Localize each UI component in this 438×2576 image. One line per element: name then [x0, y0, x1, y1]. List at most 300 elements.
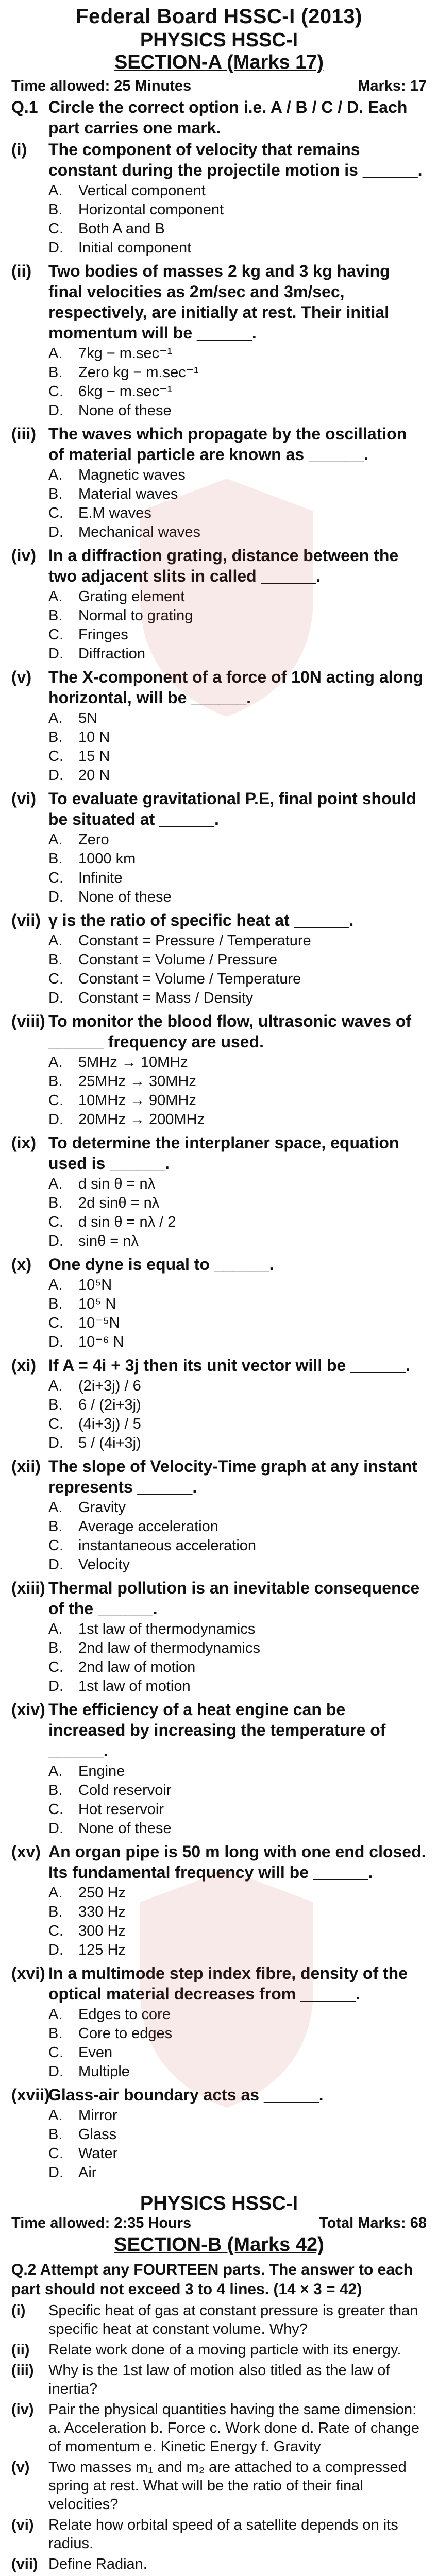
option-letter: C. [48, 2044, 63, 2061]
option-letter: A. [48, 710, 63, 726]
short-question-list [11, 2301, 427, 2576]
option-text: Velocity [78, 1556, 130, 1573]
option-text: Both A and B [78, 221, 165, 237]
answer-option [48, 951, 427, 970]
answer-option [48, 970, 427, 989]
option-text: 5N [78, 710, 98, 726]
option-letter: B. [48, 486, 63, 502]
question-text: To monitor the blood flow, ultrasonic waves of ______ frequency are used. [48, 1012, 412, 1051]
question-number: (xvi) [11, 1964, 45, 1982]
page-title: Federal Board HSSC-I (2013) [76, 5, 362, 28]
mcq-question [11, 1254, 427, 1275]
option-letter: A. [48, 2006, 63, 2023]
question-number: (vi) [11, 789, 36, 808]
answer-option [48, 1639, 427, 1658]
option-text: 10⁵ N [78, 1296, 116, 1312]
answer-option [48, 363, 427, 382]
question-text: The slope of Velocity-Time graph at any instant represents ______. [48, 1457, 417, 1496]
answer-option [48, 344, 427, 363]
option-list [48, 344, 427, 420]
question-number: (vii) [11, 2556, 38, 2572]
mcq-question [11, 1578, 427, 1619]
option-text: 25MHz → 30MHz [78, 1073, 196, 1090]
option-text: 2nd law of thermodynamics [78, 1640, 260, 1656]
option-letter: D. [48, 767, 63, 784]
question-number: (i) [11, 140, 27, 159]
answer-option [48, 2144, 427, 2163]
section-b-title: SECTION-B (Marks 42) [114, 2234, 324, 2256]
answer-option [48, 1415, 427, 1434]
question-text: The waves which propagate by the oscillation of material particle are known as ______. [48, 425, 407, 464]
option-list [48, 1884, 427, 1960]
option-letter: A. [48, 467, 63, 483]
mcq-question [11, 1132, 427, 1174]
section-a-meta [11, 78, 427, 95]
option-letter: D. [48, 1678, 63, 1694]
question-text: In a multimode step index fibre, density of the optical material decreases from ______. [48, 1964, 408, 2003]
question-text: One dyne is equal to ______. [48, 1255, 274, 1274]
option-text: Grating element [78, 588, 185, 605]
answer-option [48, 869, 427, 888]
mcq-question [11, 545, 427, 586]
option-text: Material waves [78, 486, 178, 502]
mcq-list [11, 139, 427, 2182]
answer-option [48, 382, 427, 401]
question-number: (xvii) [11, 2086, 50, 2104]
option-letter: B. [48, 2025, 63, 2042]
question-text: Define Radian. [48, 2556, 147, 2572]
option-letter: C. [48, 870, 63, 886]
question-number: (x) [11, 1255, 32, 1274]
short-question [11, 2516, 427, 2553]
mcq-question [11, 1841, 427, 1883]
option-text: d sin θ = nλ / 2 [78, 1214, 176, 1230]
option-letter: C. [48, 626, 63, 643]
mcq-intro [11, 97, 427, 138]
section-b-meta [11, 2215, 427, 2232]
option-text: Even [78, 2044, 113, 2061]
option-text: Mechanical waves [78, 524, 200, 540]
option-text: Constant = Volume / Pressure [78, 952, 278, 968]
question-text: The efficiency of a heat engine can be increased by increasing the temperature of ______. [48, 1700, 386, 1760]
mcq-question [11, 667, 427, 708]
option-text: Vertical component [78, 182, 206, 199]
option-text: Glass [78, 2126, 117, 2143]
option-letter: D. [48, 1942, 63, 1958]
question-text: An organ pipe is 50 m long with one end closed. Its fundamental frequency will be ______. [48, 1842, 426, 1882]
answer-option [48, 888, 427, 907]
answer-option [48, 485, 427, 504]
option-letter: D. [48, 402, 63, 419]
option-text: None of these [78, 1820, 172, 1837]
section-a-title: SECTION-A (Marks 17) [114, 52, 324, 73]
question-text: To determine the interplaner space, equation used is ______. [48, 1133, 399, 1173]
option-text: (4i+3j) / 5 [78, 1416, 141, 1432]
question-text: Specific heat of gas at constant pressure is greater than specific heat at constant volume. Why? [48, 2302, 418, 2337]
answer-option [48, 2125, 427, 2144]
option-text: Constant = Pressure / Temperature [78, 933, 311, 949]
option-letter: D. [48, 240, 63, 256]
option-letter: C. [48, 1416, 63, 1432]
question-number: (v) [11, 668, 32, 686]
answer-option [48, 523, 427, 542]
answer-option [48, 239, 427, 258]
answer-option [48, 1555, 427, 1574]
option-text: Cold reservoir [78, 1782, 172, 1799]
option-letter: A. [48, 1499, 63, 1516]
option-text: sinθ = nλ [78, 1233, 139, 1249]
option-text: Horizontal component [78, 201, 224, 218]
question-text: The X-component of a force of 10N acting along horizontal, will be ______. [48, 668, 424, 707]
answer-option [48, 2062, 427, 2081]
time-allowed: Time allowed: 25 Minutes [11, 78, 192, 94]
answer-option [48, 587, 427, 606]
option-text: 10 N [78, 729, 110, 745]
option-text: Water [78, 2145, 118, 2162]
question-text: Thermal pollution is an inevitable consequence of the ______. [48, 1579, 420, 1618]
question-text: Relate how orbital speed of a satellite depends on its radius. [48, 2517, 398, 2552]
option-letter: D. [48, 889, 63, 905]
option-text: Hot reservoir [78, 1801, 164, 1818]
time-allowed: Time allowed: 2:35 Hours [11, 2215, 192, 2231]
answer-option [48, 1884, 427, 1903]
option-letter: D. [48, 2063, 63, 2080]
option-list [48, 709, 427, 785]
answer-option [48, 1232, 427, 1251]
answer-option [48, 2005, 427, 2024]
option-list [48, 2106, 427, 2182]
answer-option [48, 1903, 427, 1922]
question-number: (ii) [11, 262, 32, 280]
option-letter: A. [48, 1621, 63, 1637]
answer-option [48, 401, 427, 420]
question-number: (viii) [11, 1012, 45, 1030]
option-list [48, 1175, 427, 1251]
question-number: (v) [11, 2459, 30, 2476]
option-text: Engine [78, 1763, 125, 1780]
short-question [11, 2361, 427, 2398]
option-letter: A. [48, 588, 63, 605]
option-text: Average acceleration [78, 1518, 218, 1535]
option-letter: B. [48, 364, 63, 381]
option-letter: C. [48, 221, 63, 237]
question-number: (i) [11, 2302, 26, 2319]
option-letter: C. [48, 1315, 63, 1331]
option-letter: D. [48, 524, 63, 540]
answer-option [48, 2024, 427, 2043]
answer-option [48, 606, 427, 625]
option-text: Diffraction [78, 646, 146, 662]
option-text: Infinite [78, 870, 123, 886]
mcq-question [11, 1355, 427, 1376]
answer-option [48, 1194, 427, 1213]
option-letter: A. [48, 832, 63, 848]
option-letter: C. [48, 971, 63, 987]
option-letter: D. [48, 1435, 63, 1451]
option-list [48, 1620, 427, 1696]
answer-option [48, 2043, 427, 2062]
answer-option [48, 1110, 427, 1129]
answer-option [48, 1498, 427, 1517]
answer-option [48, 625, 427, 645]
option-letter: B. [48, 729, 63, 745]
question-number: (vi) [11, 2517, 34, 2533]
option-letter: B. [48, 952, 63, 968]
option-letter: B. [48, 1904, 63, 1920]
option-text: 300 Hz [78, 1923, 126, 1939]
option-text: Edges to core [78, 2006, 171, 2023]
question-text: γ is the ratio of specific heat at ______. [48, 911, 354, 929]
answer-option [48, 1517, 427, 1536]
mcq-question [11, 2084, 427, 2105]
option-text: Zero kg − m.sec⁻¹ [78, 364, 199, 381]
option-letter: A. [48, 1277, 63, 1293]
question-text: Glass-air boundary acts as ______. [48, 2086, 324, 2104]
option-letter: C. [48, 1092, 63, 1109]
option-text: 250 Hz [78, 1885, 126, 1901]
option-text: 6 / (2i+3j) [78, 1397, 141, 1413]
answer-option [48, 728, 427, 747]
option-text: Mirror [78, 2107, 117, 2124]
answer-option [48, 1314, 427, 1333]
answer-option [48, 1677, 427, 1696]
option-text: Magnetic waves [78, 467, 186, 483]
option-letter: C. [48, 1801, 63, 1818]
answer-option [48, 200, 427, 219]
answer-option [48, 1377, 427, 1396]
answer-option [48, 181, 427, 200]
question-number: Q.1 [11, 98, 38, 116]
option-text: Multiple [78, 2063, 130, 2080]
option-letter: D. [48, 2164, 63, 2181]
option-letter: A. [48, 1054, 63, 1071]
answer-option [48, 1053, 427, 1072]
option-letter: B. [48, 201, 63, 218]
question-number: (ii) [11, 2342, 30, 2358]
option-list [48, 1762, 427, 1838]
mcq-question [11, 261, 427, 343]
question-number: (ix) [11, 1133, 36, 1152]
option-letter: A. [48, 2107, 63, 2124]
option-text: Zero [78, 832, 109, 848]
option-text: 10⁻⁶ N [78, 1334, 124, 1350]
option-list [48, 1377, 427, 1453]
option-letter: A. [48, 1176, 63, 1192]
option-text: 10MHz → 90MHz [78, 1092, 196, 1109]
option-text: 6kg − m.sec⁻¹ [78, 383, 173, 400]
option-text: Constant = Volume / Temperature [78, 971, 301, 987]
short-question [11, 2458, 427, 2514]
mcq-question [11, 139, 427, 180]
question-number: (iii) [11, 425, 36, 443]
option-list [48, 1498, 427, 1574]
answer-option [48, 1213, 427, 1232]
mcq-question [11, 788, 427, 829]
question-number: (xv) [11, 1842, 41, 1861]
question-text: In a diffraction grating, distance between the two adjacent slits in called ______. [48, 546, 399, 585]
option-text: Gravity [78, 1499, 126, 1516]
mcq-question [11, 423, 427, 465]
option-text: E.M waves [78, 505, 151, 521]
option-letter: A. [48, 1378, 63, 1394]
option-letter: C. [48, 1537, 63, 1554]
option-text: None of these [78, 889, 172, 905]
answer-option [48, 1762, 427, 1781]
answer-option [48, 1781, 427, 1800]
option-text: d sin θ = nλ [78, 1176, 156, 1192]
option-letter: C. [48, 1923, 63, 1939]
option-letter: B. [48, 1195, 63, 1211]
option-text: 10⁻⁵N [78, 1315, 120, 1331]
option-text: None of these [78, 402, 172, 419]
option-letter: D. [48, 1233, 63, 1249]
short-question [11, 2301, 427, 2338]
mcq-question [11, 1699, 427, 1761]
option-list [48, 931, 427, 1008]
option-text: 10⁵N [78, 1277, 112, 1293]
question-text: Relate work done of a moving particle with its energy. [48, 2342, 401, 2358]
option-letter: D. [48, 990, 63, 1006]
total-marks: Total Marks: 68 [319, 2215, 427, 2231]
option-text: 20MHz → 200MHz [78, 1111, 205, 1128]
question-number: (xii) [11, 1457, 41, 1476]
question-text: Two bodies of masses 2 kg and 3 kg having final velocities as 2m/sec and 3m/sec, respectively, are initially at rest. Their initial momentum will be ______. [48, 262, 390, 342]
option-letter: A. [48, 933, 63, 949]
question-text: Why is the 1st law of motion also titled as the law of inertia? [48, 2362, 390, 2397]
option-text: Constant = Mass / Density [78, 990, 254, 1006]
mcq-question [11, 1456, 427, 1497]
question-text: If A = 4i + 3j then its unit vector will be ______. [48, 1356, 410, 1375]
question-number: (vii) [11, 911, 41, 929]
question-number: (iv) [11, 546, 36, 565]
answer-option [48, 766, 427, 785]
option-letter: B. [48, 1296, 63, 1312]
option-letter: B. [48, 851, 63, 867]
option-letter: A. [48, 345, 63, 362]
answer-option [48, 2106, 427, 2125]
option-letter: D. [48, 1820, 63, 1837]
option-text: 7kg − m.sec⁻¹ [78, 345, 173, 362]
option-text: Core to edges [78, 2025, 173, 2042]
option-letter: A. [48, 1885, 63, 1901]
option-letter: A. [48, 182, 63, 199]
option-text: Normal to grating [78, 607, 193, 624]
option-letter: C. [48, 1659, 63, 1675]
option-letter: B. [48, 1397, 63, 1413]
option-text: (2i+3j) / 6 [78, 1378, 141, 1394]
option-list [48, 1276, 427, 1352]
question-number: (xi) [11, 1356, 36, 1375]
answer-option [48, 850, 427, 869]
answer-option [48, 1922, 427, 1941]
answer-option [48, 1276, 427, 1295]
option-letter: C. [48, 2145, 63, 2162]
option-letter: B. [48, 1640, 63, 1656]
answer-option [48, 1175, 427, 1194]
option-letter: D. [48, 1111, 63, 1128]
option-text: 2d sinθ = nλ [78, 1195, 160, 1211]
option-letter: B. [48, 1518, 63, 1535]
section-b-subtitle: PHYSICS HSSC-I [140, 2193, 298, 2214]
question-number: (iv) [11, 2401, 34, 2418]
answer-option [48, 645, 427, 664]
option-letter: D. [48, 1334, 63, 1350]
option-text: 330 Hz [78, 1904, 126, 1920]
answer-option [48, 831, 427, 850]
mcq-question [11, 910, 427, 930]
question-number: (xiv) [11, 1700, 45, 1719]
option-text: 125 Hz [78, 1942, 126, 1958]
option-text: 15 N [78, 748, 110, 765]
answer-option [48, 709, 427, 728]
option-letter: D. [48, 1556, 63, 1573]
option-text: Air [78, 2164, 97, 2181]
option-text: 5 / (4i+3j) [78, 1435, 141, 1451]
section-b-instructions: Q.2 Attempt any FOURTEEN parts. The answer to each part should not exceed 3 to 4 lines. (14 × 3 = 42) [11, 2261, 413, 2298]
mcq-question [11, 1011, 427, 1052]
option-letter: B. [48, 2126, 63, 2143]
answer-option [48, 1434, 427, 1453]
answer-option [48, 1295, 427, 1314]
option-letter: C. [48, 505, 63, 521]
option-letter: C. [48, 1214, 63, 1230]
answer-option [48, 504, 427, 523]
question-text: Two masses m₁ and m₂ are attached to a compressed spring at rest. What will be the ratio of their final velocities? [48, 2459, 407, 2513]
short-question [11, 2341, 427, 2359]
option-text: 20 N [78, 767, 110, 784]
option-letter: B. [48, 1782, 63, 1799]
option-letter: A. [48, 1763, 63, 1780]
option-letter: C. [48, 748, 63, 765]
option-list [48, 1053, 427, 1129]
option-letter: C. [48, 383, 63, 400]
short-question [11, 2400, 427, 2456]
option-text: instantaneous acceleration [78, 1537, 257, 1554]
paper-subtitle: PHYSICS HSSC-I [140, 29, 298, 51]
option-list [48, 466, 427, 542]
answer-option [48, 466, 427, 485]
answer-option [48, 1941, 427, 1960]
option-text: Fringes [78, 626, 128, 643]
option-text: 1000 km [78, 851, 136, 867]
answer-option [48, 2163, 427, 2182]
answer-option [48, 1072, 427, 1091]
question-text: Circle the correct option i.e. A / B / C / D. Each part carries one mark. [48, 98, 408, 137]
option-text: 1st law of motion [78, 1678, 191, 1694]
option-text: 2nd law of motion [78, 1659, 196, 1675]
question-number: (iii) [11, 2362, 34, 2379]
option-text: 5MHz → 10MHz [78, 1054, 188, 1071]
answer-option [48, 989, 427, 1008]
mcq-question [11, 1963, 427, 2004]
question-text: Pair the physical quantities having the same dimension: a. Acceleration b. Force c. Work done d. Rate of change of momentum e. Kinetic Energy f. Gravity [48, 2401, 420, 2455]
option-letter: B. [48, 1073, 63, 1090]
answer-option [48, 747, 427, 766]
option-letter: B. [48, 607, 63, 624]
answer-option [48, 1800, 427, 1819]
answer-option [48, 1536, 427, 1555]
option-list [48, 831, 427, 907]
answer-option [48, 1091, 427, 1110]
answer-option [48, 219, 427, 239]
question-text: The component of velocity that remains constant during the projectile motion is ______. [48, 140, 423, 179]
option-list [48, 2005, 427, 2081]
question-number: (xiii) [11, 1579, 45, 1597]
answer-option [48, 1396, 427, 1415]
option-list [48, 587, 427, 664]
answer-option [48, 1620, 427, 1639]
total-marks: Marks: 17 [358, 78, 427, 94]
